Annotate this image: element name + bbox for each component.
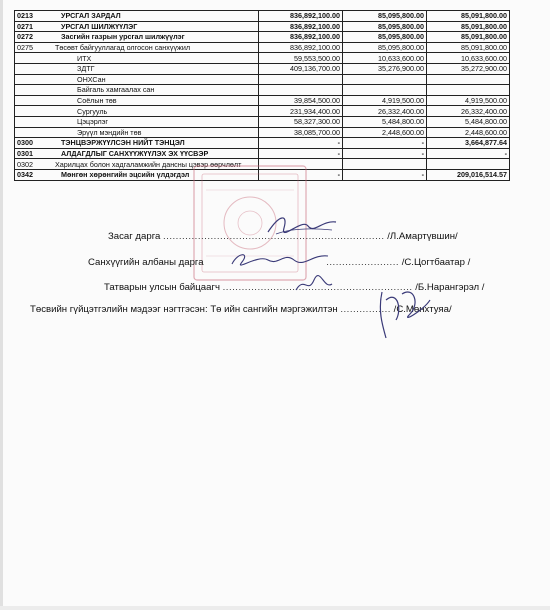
amount-cell: 26,332,400.00 xyxy=(427,106,510,117)
row-label-cell xyxy=(15,42,259,53)
signature-dots: ................ xyxy=(340,304,391,315)
row-code: 0302 xyxy=(17,159,33,169)
amount-cell: - xyxy=(427,148,510,159)
amount-cell: 85,095,800.00 xyxy=(343,42,427,53)
amount-cell: 85,095,800.00 xyxy=(343,11,427,22)
amount-cell: 4,919,500.00 xyxy=(427,95,510,106)
amount-cell: 836,892,100.00 xyxy=(259,11,343,22)
scan-edge xyxy=(0,0,3,610)
row-label: Байгаль хамгаалах сан xyxy=(77,85,155,95)
row-label: ОНХСан xyxy=(77,74,106,84)
table-row xyxy=(15,32,510,43)
amount-cell: - xyxy=(259,138,343,149)
row-label: Соёлын төв xyxy=(77,95,117,105)
row-label-cell xyxy=(15,85,259,96)
amount-cell: 2,448,600.00 xyxy=(427,127,510,138)
table-row xyxy=(15,11,510,22)
amount-cell: 35,272,900.00 xyxy=(427,63,510,74)
row-code: 0301 xyxy=(17,148,33,158)
amount-cell: 35,276,900.00 xyxy=(343,63,427,74)
scan-bottom-edge xyxy=(0,606,550,610)
amount-cell xyxy=(343,74,427,85)
amount-cell: 85,095,800.00 xyxy=(343,32,427,43)
signature-title: Төсвийн гүйцэтгэлийн мэдээг нэгтгэсэн: Тө ийн сангийн мэргэжилтэн xyxy=(30,304,338,315)
amount-cell xyxy=(427,74,510,85)
handwritten-signature-governor xyxy=(262,210,342,242)
financial-table-body xyxy=(15,11,510,181)
amount-cell: 10,633,600.00 xyxy=(343,53,427,64)
row-label: ИТХ xyxy=(77,53,92,63)
amount-cell: - xyxy=(343,138,427,149)
amount-cell: 409,136,700.00 xyxy=(259,63,343,74)
table-row xyxy=(15,116,510,127)
row-label-cell xyxy=(15,32,259,43)
row-label: Эрүүл мэндийн төв xyxy=(77,127,142,137)
amount-cell: - xyxy=(343,148,427,159)
row-label: Төсөвт байгууллагад олгосон санхүүжил xyxy=(55,42,191,52)
row-label-cell xyxy=(15,148,259,159)
amount-cell: - xyxy=(343,169,427,180)
signature-dots: ............................................................ xyxy=(222,282,413,293)
row-label: АЛДАГДЛЫГ САНХҮҮЖҮҮЛЭХ ЭХ ҮҮСВЭР xyxy=(61,148,209,158)
handwritten-signature-consolidator xyxy=(372,280,436,344)
table-row xyxy=(15,169,510,180)
amount-cell: 85,095,800.00 xyxy=(343,21,427,32)
row-label-cell xyxy=(15,21,259,32)
table-row xyxy=(15,138,510,149)
row-label-cell xyxy=(15,116,259,127)
handwritten-signature-tax-inspector xyxy=(292,272,336,298)
row-label-cell xyxy=(15,63,259,74)
amount-cell: 3,664,877.64 xyxy=(427,138,510,149)
table-row xyxy=(15,53,510,64)
amount-cell: 85,091,800.00 xyxy=(427,42,510,53)
amount-cell: 4,919,500.00 xyxy=(343,95,427,106)
table-row xyxy=(15,159,510,170)
signature-name: /С.Цогтбаатар / xyxy=(401,257,471,268)
signature-name: /С.Мөнхтуяа/ xyxy=(393,304,452,315)
financial-table xyxy=(14,10,510,181)
row-label-cell xyxy=(15,127,259,138)
signature-dots: ....................... xyxy=(326,257,400,268)
signature-title: Санхүүгийн албаны дарга xyxy=(88,257,204,268)
row-code: 0300 xyxy=(17,138,33,148)
row-label-cell xyxy=(15,74,259,85)
signature-name: /Б.Нарангэрэл / xyxy=(415,282,485,293)
table-row xyxy=(15,127,510,138)
table-row xyxy=(15,148,510,159)
row-code: 0213 xyxy=(17,11,33,21)
signature-title: Татварын улсын байцаагч xyxy=(104,282,220,293)
amount-cell: 5,484,800.00 xyxy=(427,116,510,127)
amount-cell: 836,892,100.00 xyxy=(259,32,343,43)
table-row xyxy=(15,21,510,32)
row-label: Засгийн газрын урсгал шилжүүлэг xyxy=(61,32,185,42)
amount-cell: 59,553,500.00 xyxy=(259,53,343,64)
table-row xyxy=(15,106,510,117)
row-label: Харилцах болон хадгаламжийн дансны цэвэр өөрчлөлт xyxy=(55,159,242,169)
row-label: УРСГАЛ ЗАРДАЛ xyxy=(61,11,121,21)
amount-cell: 39,854,500.00 xyxy=(259,95,343,106)
amount-cell xyxy=(259,159,343,170)
table-row xyxy=(15,42,510,53)
row-label-cell xyxy=(15,169,259,180)
amount-cell: - xyxy=(259,169,343,180)
amount-cell xyxy=(259,85,343,96)
row-label-cell xyxy=(15,53,259,64)
amount-cell: 38,085,700.00 xyxy=(259,127,343,138)
row-label: Сургууль xyxy=(77,106,108,116)
row-code: 0272 xyxy=(17,32,33,42)
amount-cell: 26,332,400.00 xyxy=(343,106,427,117)
amount-cell: 58,327,300.00 xyxy=(259,116,343,127)
amount-cell: 10,633,600.00 xyxy=(427,53,510,64)
row-label: ЗДТГ xyxy=(77,64,95,74)
row-label-cell xyxy=(15,159,259,170)
amount-cell: 5,484,800.00 xyxy=(343,116,427,127)
amount-cell: 209,016,514.57 xyxy=(427,169,510,180)
row-label: Мөнгөн хөрөнгийн эцсийн үлдэгдэл xyxy=(61,170,190,180)
row-label-cell xyxy=(15,11,259,22)
amount-cell: 85,091,800.00 xyxy=(427,32,510,43)
amount-cell: 85,091,800.00 xyxy=(427,21,510,32)
handwritten-signature-finance-head xyxy=(228,246,336,274)
amount-cell: - xyxy=(259,148,343,159)
amount-cell xyxy=(343,159,427,170)
amount-cell xyxy=(427,159,510,170)
table-row xyxy=(15,63,510,74)
row-code: 0271 xyxy=(17,21,33,31)
amount-cell: 836,892,100.00 xyxy=(259,21,343,32)
amount-cell: 2,448,600.00 xyxy=(343,127,427,138)
amount-cell: 85,091,800.00 xyxy=(427,11,510,22)
amount-cell xyxy=(343,85,427,96)
row-code: 0342 xyxy=(17,170,33,180)
row-label-cell xyxy=(15,95,259,106)
row-label: Цэцэрлэг xyxy=(77,117,109,127)
row-label-cell xyxy=(15,138,259,149)
amount-cell: 836,892,100.00 xyxy=(259,42,343,53)
signature-name: /Л.Амартүвшин/ xyxy=(387,231,458,242)
amount-cell: 231,934,400.00 xyxy=(259,106,343,117)
amount-cell xyxy=(259,74,343,85)
amount-cell xyxy=(427,85,510,96)
row-label: ТЭНЦВЭРЖҮҮЛСЭН НИЙТ ТЭНЦЭЛ xyxy=(61,138,185,148)
table-row xyxy=(15,95,510,106)
row-label: УРСГАЛ ШИЛЖҮҮЛЭГ xyxy=(61,21,138,31)
signature-title: Засаг дарга xyxy=(108,231,161,242)
signature-dots: ...................................................................... xyxy=(163,231,385,242)
row-label-cell xyxy=(15,106,259,117)
table-row xyxy=(15,74,510,85)
table-row xyxy=(15,85,510,96)
row-code: 0275 xyxy=(17,42,33,52)
